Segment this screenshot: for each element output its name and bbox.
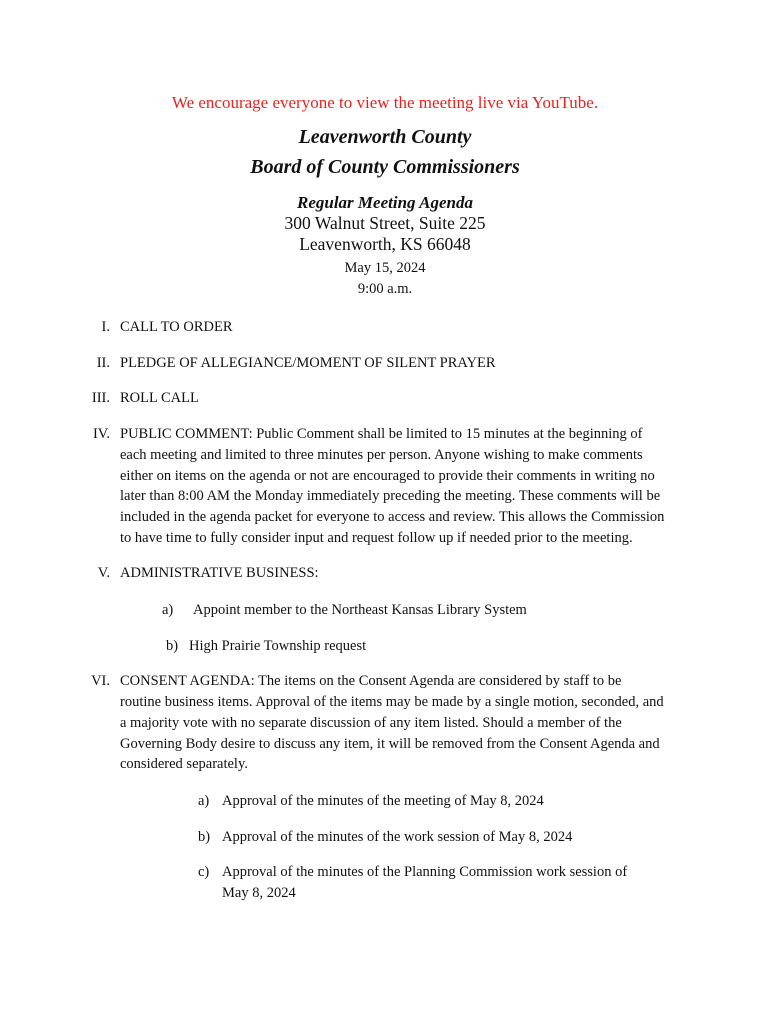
- subitem-letter: a): [198, 792, 210, 809]
- agenda-list: [0, 317, 770, 919]
- subitem-minutes-meeting: [0, 791, 652, 812]
- county-title: Leavenworth County: [298, 126, 472, 148]
- item-text: ADMINISTRATIVE BUSINESS:: [120, 565, 319, 582]
- item-number: I.: [101, 319, 110, 335]
- subitem-text: Approval of the minutes of the meeting of May 8, 2024: [222, 792, 544, 809]
- board-title: Board of County Commissioners: [250, 156, 520, 178]
- agenda-item-consent-agenda: [0, 671, 665, 775]
- item-number: VI.: [91, 673, 110, 690]
- subitem-text: Appoint member to the Northeast Kansas Library System: [193, 602, 527, 619]
- administrative-subitems: [0, 600, 770, 656]
- agenda-item-pledge: [0, 353, 665, 374]
- item-text: CONSENT AGENDA: The items on the Consent Agenda are considered by staff to be routine business items. Approval of the items may be made by a single motion, seconded, and a majority vote with no separate discussion of any item listed. Should a member of the Governing Body desire to discuss any item, it will be removed from the Consent Agenda and considered separately.: [120, 673, 664, 773]
- meeting-type: Regular Meeting Agenda: [297, 193, 473, 212]
- item-text: PUBLIC COMMENT: Public Comment shall be limited to 15 minutes at the beginning of each meeting and limited to three minutes per person. Anyone wishing to make comments either on items on the agenda or not are encouraged to provide their comments in writing no later than 8:00 AM the Monday immediately preceding the meeting. These comments will be included in the agenda packet for everyone to access and review. This allows the Commission to have time to fully consider input and request follow up if needed prior to the meeting.: [120, 426, 665, 546]
- subitem-text: Approval of the minutes of the Planning Commission work session of May 8, 2024: [222, 864, 628, 902]
- address-line-1: 300 Walnut Street, Suite 225: [284, 213, 486, 233]
- item-number: V.: [97, 565, 110, 582]
- subitem-letter: b): [166, 637, 179, 654]
- subitem-library-appointment: [0, 600, 663, 621]
- address-line-2: Leavenworth, KS 66048: [299, 234, 471, 254]
- agenda-item-roll-call: [0, 388, 665, 409]
- agenda-header: [0, 122, 770, 300]
- item-text: PLEDGE OF ALLEGIANCE/MOMENT OF SILENT PRAYER: [120, 354, 496, 371]
- subitem-township-request: [0, 636, 659, 657]
- subitem-letter: a): [162, 602, 174, 619]
- agenda-item-administrative-business: [0, 563, 665, 584]
- subitem-text: High Prairie Township request: [189, 637, 367, 654]
- subitem-text: Approval of the minutes of the work session of May 8, 2024: [222, 828, 573, 845]
- item-text: ROLL CALL: [120, 390, 199, 407]
- meeting-time: 9:00 a.m.: [357, 281, 413, 297]
- subitem-letter: b): [198, 828, 211, 845]
- item-number: IV.: [92, 426, 110, 443]
- item-text: CALL TO ORDER: [120, 319, 233, 335]
- subitem-letter: c): [198, 864, 210, 881]
- youtube-notice: We encourage everyone to view the meeting live via YouTube.: [171, 93, 599, 112]
- item-number: II.: [96, 354, 110, 371]
- item-number: III.: [91, 390, 110, 407]
- agenda-item-public-comment: [0, 424, 665, 548]
- meeting-date: May 15, 2024: [344, 260, 426, 276]
- subitem-minutes-planning-commission: [0, 862, 652, 903]
- agenda-item-call-to-order: [0, 317, 665, 338]
- subitem-minutes-work-session: [0, 827, 652, 848]
- consent-subitems: [0, 791, 770, 904]
